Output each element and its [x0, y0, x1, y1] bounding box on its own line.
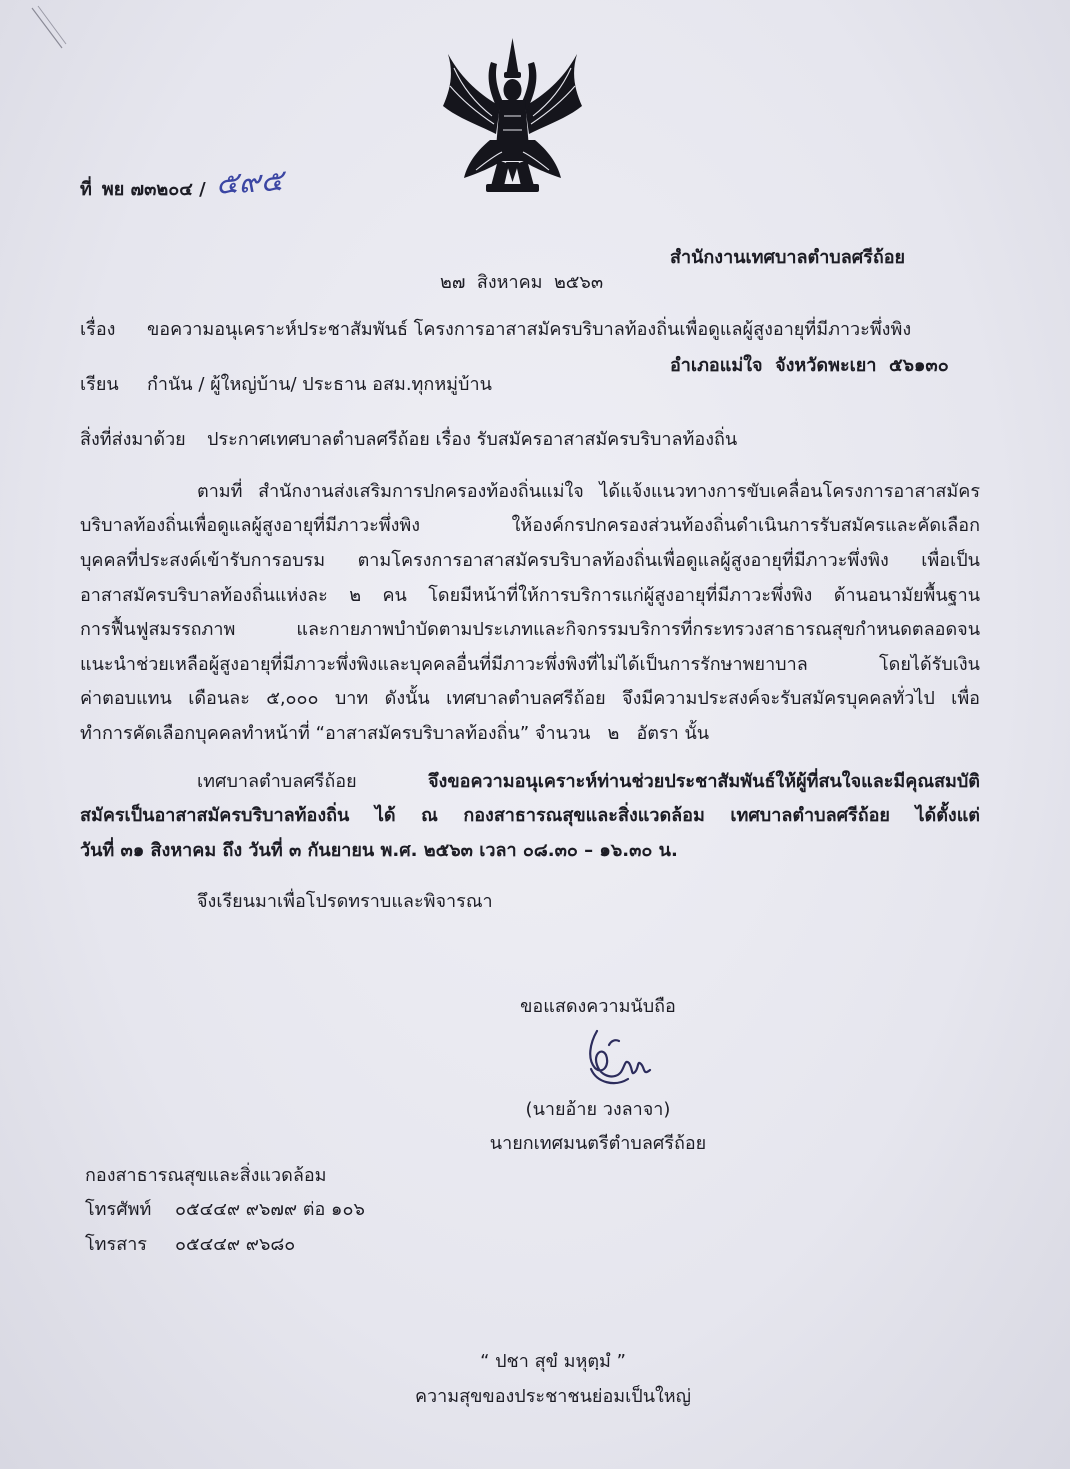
garuda-emblem-icon — [440, 36, 585, 196]
recipient-label: เรียน — [80, 373, 119, 395]
motto-pali: “ ปชา สุขํ มหุตฺมํ ” — [480, 1351, 626, 1373]
subject-label: เรื่อง — [80, 319, 116, 340]
paragraph-1-line: บริบาลท้องถิ่นเพื่อดูแลผู้สูงอายุที่มีภาวะพึ่งพิง ให้องค์กรปกครองส่วนท้องถิ่นดำเนินการรับสมัครและคัดเลือก — [80, 515, 980, 537]
paragraph-1-line: แนะนำช่วยเหลือผู้สูงอายุที่มีภาวะพึ่งพิงและบุคคลอื่นที่มีภาวะพึ่งพิงที่ไม่ได้เป็นการรักษาพยาบาล โดยได้รับเงิน — [80, 653, 980, 675]
motto-thai: ความสุขของประชาชนย่อมเป็นใหญ่ — [414, 1386, 692, 1408]
handwritten-reference-number: ๕๙๕ — [214, 163, 284, 202]
reference-label: ที่ — [80, 179, 92, 200]
paragraph-1-line: ตามที่ สำนักงานส่งเสริมการปกครองท้องถิ่นแม่ใจ ได้แจ้งแนวทางการขับเคลื่อนโครงการอาสาสมัคร — [197, 480, 980, 502]
phone-label: โทรศัพท์ — [85, 1199, 152, 1221]
closing-sentence: จึงเรียนมาเพื่อโปรดทราบและพิจารณา — [197, 891, 493, 913]
paragraph-1-line: ค่าตอบแทน เดือนละ ๕,๐๐๐ บาท ดังนั้น เทศบาลตำบลศรีถ้อย จึงมีความประสงค์จะรับสมัครบุคคลทั่วไป เพื่อ — [80, 688, 980, 710]
letter-body — [80, 313, 980, 1415]
fax-label: โทรสาร — [85, 1233, 147, 1255]
enclosure-text: ประกาศเทศบาลตำบลศรีถ้อย เรื่อง รับสมัครอาสาสมัครบริบาลท้องถิ่น — [207, 429, 738, 451]
paragraph-2-line: สมัครเป็นอาสาสมัครบริบาลท้องถิ่น ได้ ณ กองสาธารณสุขและสิ่งแวดล้อม เทศบาลตำบลศรีถ้อย ได้ตั้งแต่ — [80, 805, 980, 827]
signatory-position: นายกเทศมนตรีตำบลศรีถ้อย — [489, 1133, 707, 1155]
signature-block — [448, 990, 748, 1162]
reference-number — [80, 163, 284, 208]
fax-row — [85, 1228, 980, 1263]
letter-date: ๒๗ สิงหาคม ๒๕๖๓ — [440, 272, 604, 293]
handwritten-signature — [575, 1025, 655, 1093]
recipient-row — [80, 368, 980, 403]
paragraph-2 — [80, 765, 980, 869]
closing-salutation: ขอแสดงความนับถือ — [520, 995, 676, 1017]
paragraph-3 — [80, 885, 980, 920]
pencil-mark — [26, 4, 70, 52]
paragraph-1-line: บุคคลที่ประสงค์เข้ารับการอบรม ตามโครงการอาสาสมัครบริบาลท้องถิ่นเพื่อดูแลผู้สูงอายุที่มีภาวะพึ่งพิง เพื่อเป็น — [80, 549, 980, 571]
paragraph-1-line: การฟื้นฟูสมรรถภาพ และกายภาพบำบัดตามประเภทและกิจกรรมบริการที่กระทรวงสาธารณสุขกำหนดตลอดจน — [80, 619, 980, 641]
sender-org-address: อำเภอแม่ใจ จังหวัดพะเยา ๕๖๑๓๐ — [670, 355, 949, 376]
reference-code: พย ๗๓๒๐๔ / — [101, 179, 206, 200]
enclosure-label: สิ่งที่ส่งมาด้วย — [80, 429, 186, 451]
motto — [80, 1345, 980, 1414]
paragraph-1-line: อาสาสมัครบริบาลท้องถิ่นแห่งละ ๒ คน โดยมีหน้าที่ให้การบริการแก่ผู้สูงอายุที่มีภาวะพึ่งพิง ด้านอนามัยพื้นฐาน — [80, 584, 980, 606]
subject-text: ขอความอนุเคราะห์ประชาสัมพันธ์ โครงการอาสาสมัครบริบาลท้องถิ่นเพื่อดูแลผู้สูงอายุที่มีภาวะพึ่งพิง — [147, 319, 912, 340]
paragraph-2-line: วันที่ ๓๑ สิงหาคม ถึง วันที่ ๓ กันยายน พ.ศ. ๒๕๖๓ เวลา ๐๘.๓๐ – ๑๖.๓๐ น. — [80, 839, 678, 861]
contact-footer — [85, 1159, 980, 1263]
recipient-text: กำนัน / ผู้ใหญ่บ้าน/ ประธาน อสม.ทุกหมู่บ้าน — [147, 373, 492, 395]
fax-number: ๐๕๔๔๙ ๙๖๘๐ — [175, 1233, 296, 1255]
paragraph-1 — [80, 475, 980, 752]
enclosure-row — [80, 423, 980, 458]
paragraph-2-lead-bold: จึงขอความอนุเคราะห์ท่านช่วยประชาสัมพันธ์ให้ผู้ที่สนใจและมีคุณสมบัติ — [428, 770, 980, 792]
paragraph-2-line — [80, 765, 980, 800]
sender-org-name: สำนักงานเทศบาลตำบลศรีถ้อย — [670, 247, 906, 268]
contact-department: กองสาธารณสุขและสิ่งแวดล้อม — [85, 1164, 327, 1186]
signatory-name: (นายอ้าย วงลาจา) — [525, 1098, 671, 1120]
subject-row — [80, 313, 980, 348]
paragraph-2-lead: เทศบาลตำบลศรีถ้อย — [197, 770, 428, 792]
phone-number: ๐๕๔๔๙ ๙๖๗๙ ต่อ ๑๐๖ — [175, 1199, 365, 1221]
paragraph-1-line: ทำการคัดเลือกบุคคลทำหน้าที่ “อาสาสมัครบริบาลท้องถิ่น” จำนวน ๒ อัตรา นั้น — [80, 722, 710, 744]
phone-row — [85, 1193, 980, 1228]
